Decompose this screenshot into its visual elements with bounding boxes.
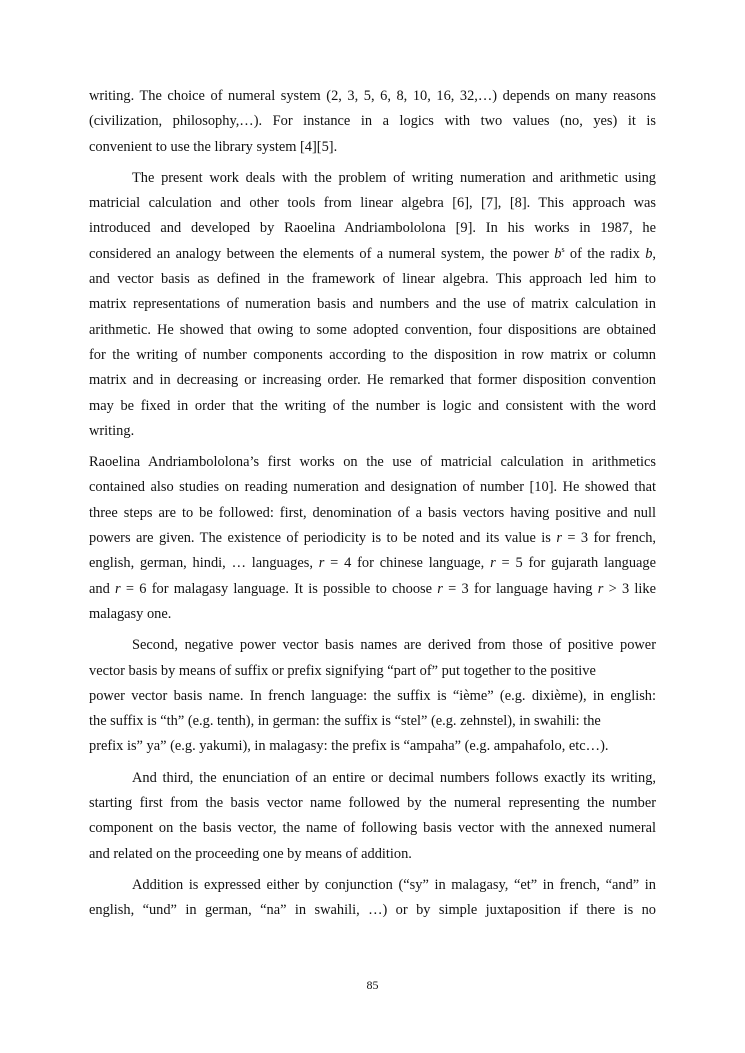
variable-r: r [115,580,121,597]
text-fragment: = 3 for language having [442,580,598,597]
text-line: the suffix is “th” (e.g. tenth), in german: the suffix is “stel” (e.g. zehnstel), in swahili: the [89,713,601,730]
text-line: (civilization, philosophy,…). For instance in a logics with two values (no, yes) it is [89,113,656,130]
text-fragment: = 6 for malagasy language. It is possible to choose [120,580,438,597]
text-line: Second, negative power vector basis names are derived from those of positive power [132,637,656,654]
text-line: contained also studies on reading numeration and designation of number [10]. He showed that [89,479,656,496]
text-line: power vector basis name. In french language: the suffix is “ième” (e.g. dixième), in english: [89,687,656,704]
text-line: writing. [89,422,135,439]
text-line: for the writing of number components according to the disposition in row matrix or column [89,346,656,363]
variable-r: r [318,555,325,572]
text-line: arithmetic. He showed that owing to some adopted convention, four dispositions are obtained [89,321,656,338]
text-fragment: > 3 like [603,580,656,597]
text-line: convenient to use the library system [4][5]. [89,138,338,155]
text-line: And third, the enunciation of an entire or decimal numbers follows exactly its writing, [132,769,656,786]
text-line: matrix representations of numeration basis and numbers and the use of matrix calculation in [89,296,656,313]
paragraph-1 [89,84,656,160]
variable-r: r [490,555,496,572]
variable-b: b [645,245,653,262]
text-fragment: english, german, hindi, … languages, [89,555,319,572]
text-fragment: and [89,580,116,597]
text-fragment: , [652,245,656,262]
text-line: english, “und” in german, “na” in swahili, …) or by simple juxtaposition if there is no [89,902,656,919]
variable-b: b [554,245,562,262]
text-line: may be fixed in order that the writing of the number is logic and consistent with the word [89,397,656,414]
text-line-with-variable [89,577,656,602]
superscript-s: s [561,244,565,254]
text-line: three steps are to be followed: first, denomination of a basis vectors having positive and null [89,504,656,521]
text-line-with-variable [89,526,656,551]
text-line: starting first from the basis vector name followed by the numeral representing the number [89,795,656,812]
paragraph-2 [89,166,656,444]
text-line: The present work deals with the problem of writing numeration and arithmetic using [132,169,656,186]
text-line: and related on the proceeding one by means of addition. [89,845,412,862]
text-line: component on the basis vector, the name of following basis vector with the annexed numeral [89,820,656,837]
text-fragment: = 3 for french, [561,530,656,547]
paragraph-4 [89,633,656,759]
text-line: matrix and in decreasing or increasing order. He remarked that former disposition convention [89,372,656,389]
paragraph-5 [89,766,656,867]
variable-r: r [556,530,562,547]
text-line: Raoelina Andriambololona’s first works on the use of matricial calculation in arithmetics [89,454,656,471]
text-fragment: = 5 for gujarath language [495,555,657,572]
text-fragment: of the radix [564,245,646,262]
page-number: 85 [366,978,379,992]
text-line: vector basis by means of suffix or prefix signifying “part of” put together to the positive [89,662,596,679]
paragraph-3 [89,450,656,627]
variable-r: r [437,580,443,597]
text-line: malagasy one. [89,605,172,622]
text-line: and vector basis as defined in the framework of linear algebra. This approach led him to [89,271,656,288]
text-line: Addition is expressed either by conjunction (“sy” in malagasy, “et” in french, “and” in [132,876,656,893]
page-body [89,84,656,930]
text-line-with-variable [89,551,656,576]
text-fragment: powers are given. The existence of periodicity is to be noted and its value is [89,530,557,547]
text-line: introduced and developed by Raoelina Andriambololona [9]. In his works in 1987, he [89,220,656,237]
text-line: matricial calculation and other tools from linear algebra [6], [7], [8]. This approach was [89,195,656,212]
text-line-with-power [89,242,656,267]
variable-r: r [597,580,604,597]
text-fragment: = 4 for chinese language, [324,555,491,572]
text-fragment: considered an analogy between the elements of a numeral system, the power [89,245,555,262]
text-line: prefix is” ya” (e.g. yakumi), in malagasy: the prefix is “ampaha” (e.g. ampahafolo, etc…). [89,738,609,755]
text-line: writing. The choice of numeral system (2, 3, 5, 6, 8, 10, 16, 32,…) depends on many reasons [89,88,656,104]
paragraph-6 [89,873,656,924]
